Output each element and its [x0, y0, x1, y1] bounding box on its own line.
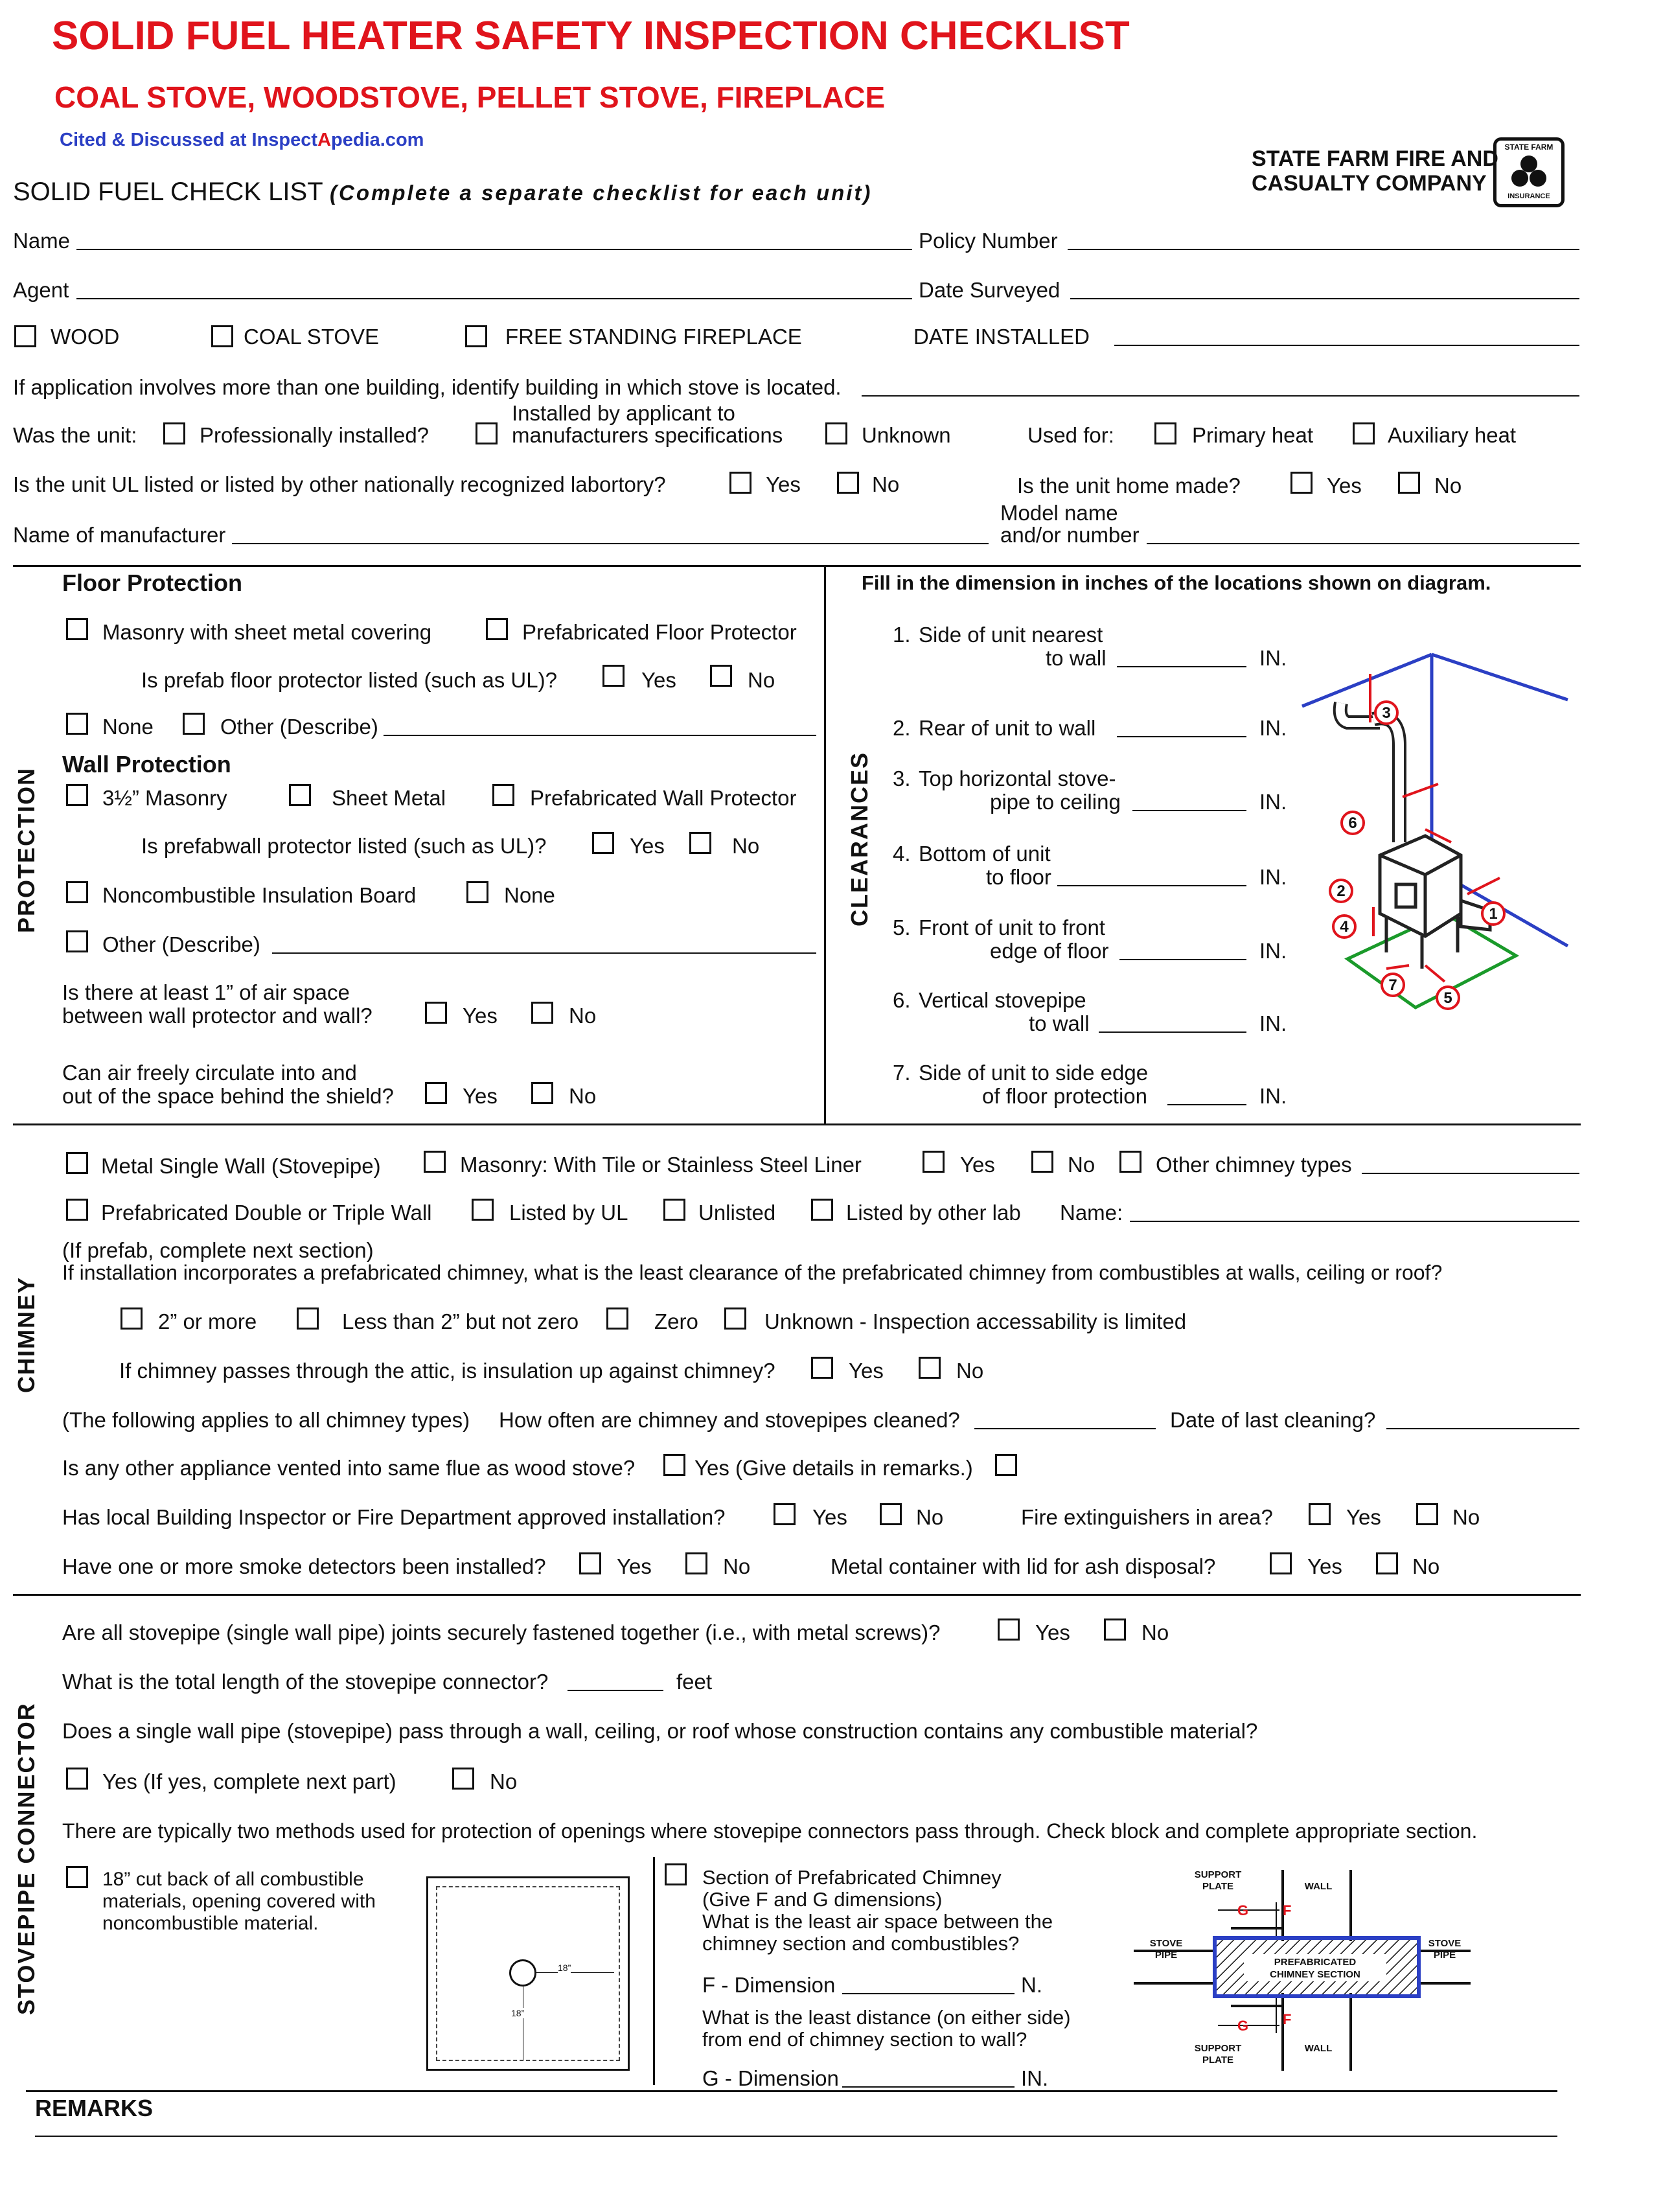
- unlisted-label: Unlisted: [698, 1201, 776, 1225]
- length-field[interactable]: [568, 1690, 663, 1691]
- wall-other-checkbox[interactable]: [66, 930, 88, 952]
- building-question: If application involves more than one building, identify building in which stove is located.: [13, 375, 842, 399]
- clearance-num: 2.: [893, 716, 911, 740]
- clearance-text-1: Front of unit to front: [919, 916, 1105, 939]
- less-than-two-label: Less than 2” but not zero: [342, 1309, 579, 1333]
- applicant-installed-label-1: Installed by applicant to: [512, 401, 735, 425]
- marker-3: 3: [1382, 704, 1391, 722]
- chimney-side-label: CHIMNEY: [13, 1276, 40, 1393]
- prefab-section-label-4: chimney section and combustibles?: [702, 1932, 1020, 1955]
- air-circulate-no-checkbox[interactable]: [531, 1082, 553, 1104]
- zero-label: Zero: [654, 1309, 698, 1333]
- cited-suffix: pedia.com: [331, 130, 424, 150]
- prefab-floor-listed-yes-checkbox[interactable]: [602, 665, 625, 687]
- clearance-num: 5.: [893, 916, 911, 939]
- marker-5: 5: [1443, 989, 1452, 1007]
- inspector-yes-checkbox[interactable]: [774, 1503, 796, 1525]
- diag-support-bottom-1: SUPPORT: [1194, 2043, 1242, 2054]
- applicant-installed-label-2: manufacturers specifications: [512, 423, 783, 447]
- extinguisher-no-checkbox[interactable]: [1416, 1503, 1438, 1525]
- form-title-row: [13, 176, 872, 209]
- joints-question: Are all stovepipe (single wall pipe) joints securely fastened together (i.e., with metal screws)?: [62, 1620, 941, 1644]
- wall-none-label: None: [504, 883, 555, 907]
- last-cleaning-label: Date of last cleaning?: [1170, 1408, 1376, 1432]
- date-installed-field[interactable]: [1114, 345, 1579, 346]
- f-dimension-field[interactable]: [842, 1993, 1015, 1994]
- air-space-question-1: Is there at least 1” of air space: [62, 980, 350, 1004]
- prefab-floor-listed-question: Is prefab floor protector listed (such as UL)?: [141, 668, 557, 692]
- wall-other-label: Other (Describe): [102, 932, 260, 956]
- clearance-unit: IN.: [1259, 939, 1287, 963]
- ul-listed-yes-label: Yes: [766, 472, 801, 496]
- ul-listed-no-checkbox[interactable]: [837, 472, 859, 494]
- prefab-floor-listed-no-label: No: [748, 668, 775, 692]
- floor-protection-title: Floor Protection: [62, 570, 242, 596]
- date-surveyed-field[interactable]: [1070, 298, 1579, 299]
- air-circulate-question-2: out of the space behind the shield?: [62, 1084, 394, 1108]
- ash-container-yes-checkbox[interactable]: [1270, 1552, 1292, 1574]
- cutback-checkbox[interactable]: [66, 1866, 88, 1888]
- prefab-section-label-1: Section of Prefabricated Chimney: [702, 1866, 1002, 1889]
- zero-checkbox[interactable]: [606, 1308, 628, 1330]
- home-made-no-checkbox[interactable]: [1398, 472, 1420, 494]
- smoke-detector-no-checkbox[interactable]: [685, 1552, 707, 1574]
- manufacturer-label: Name of manufacturer: [13, 523, 226, 547]
- wall-none-checkbox[interactable]: [466, 881, 488, 903]
- metal-single-wall-label: Metal Single Wall (Stovepipe): [101, 1154, 381, 1178]
- clearance-num: 6.: [893, 988, 911, 1012]
- auxiliary-heat-checkbox[interactable]: [1353, 422, 1375, 444]
- ash-container-yes-label: Yes: [1307, 1554, 1342, 1578]
- clearance-unit: IN.: [1259, 1084, 1287, 1108]
- joints-yes-label: Yes: [1035, 1620, 1070, 1644]
- clearance-text-1: Side of unit to side edge: [919, 1061, 1149, 1085]
- cutback-label-2: materials, opening covered with: [102, 1891, 376, 1912]
- clearance-field[interactable]: [1117, 666, 1246, 667]
- diag-pipe-right: PIPE: [1433, 1950, 1456, 1961]
- extinguisher-yes-checkbox[interactable]: [1309, 1503, 1331, 1525]
- divider-remarks: [26, 2090, 1557, 2092]
- masonry-tile-label: Masonry: With Tile or Stainless Steel Liner: [460, 1153, 862, 1177]
- air-circulate-yes-checkbox[interactable]: [425, 1082, 447, 1104]
- policy-number-field[interactable]: [1068, 249, 1579, 250]
- two-or-more-checkbox[interactable]: [120, 1308, 143, 1330]
- page-subtitle: COAL STOVE, WOODSTOVE, PELLET STOVE, FIREPLACE: [54, 80, 886, 114]
- applies-all-note: (The following applies to all chimney types): [62, 1408, 470, 1432]
- clearance-text-1: Rear of unit to wall: [919, 716, 1096, 740]
- primary-heat-checkbox[interactable]: [1154, 422, 1176, 444]
- other-appliance-no-checkbox[interactable]: [995, 1454, 1017, 1476]
- home-made-no-label: No: [1434, 474, 1462, 498]
- wall-other-field[interactable]: [272, 952, 816, 954]
- connector-side-label: STOVEPIPE CONNECTOR: [13, 1702, 40, 2015]
- masonry-35-checkbox[interactable]: [66, 784, 88, 806]
- prefab-section-label-3: What is the least air space between the: [702, 1910, 1053, 1933]
- pass-through-no-checkbox[interactable]: [452, 1768, 474, 1790]
- clearance-field[interactable]: [1099, 1031, 1246, 1033]
- listed-ul-label: Listed by UL: [509, 1201, 628, 1225]
- remarks-label: REMARKS: [35, 2095, 154, 2121]
- name-field[interactable]: [76, 249, 912, 250]
- ul-listed-yes-checkbox[interactable]: [729, 472, 751, 494]
- clearance-text-1: Bottom of unit: [919, 842, 1051, 866]
- diag-f-bottom: F: [1283, 2011, 1292, 2027]
- clearance-unit: IN.: [1259, 865, 1287, 889]
- coal-stove-label: COAL STOVE: [244, 325, 380, 349]
- divider-vertical: [824, 565, 826, 1123]
- diag-stove-right-1: STOVE: [1428, 1938, 1462, 1949]
- state-farm-logo: [1493, 137, 1565, 207]
- auxiliary-heat-label: Auxiliary heat: [1388, 423, 1517, 447]
- prefab-floor-listed-yes-label: Yes: [641, 668, 676, 692]
- company-line-2: CASUALTY COMPANY: [1252, 171, 1487, 196]
- marker-2: 2: [1336, 882, 1346, 900]
- air-space-no-checkbox[interactable]: [531, 1002, 553, 1024]
- model-name-field[interactable]: [1147, 543, 1579, 544]
- professionally-installed-label: Professionally installed?: [200, 423, 430, 447]
- length-question: What is the total length of the stovepipe connector?: [62, 1670, 549, 1694]
- g-dimension-unit: IN.: [1021, 2066, 1049, 2090]
- prefab-clearance-question: If installation incorporates a prefabricated chimney, what is the least clearance of the prefabricated chimney from combustibles at walls, ceiling or roof?: [62, 1261, 1443, 1284]
- prefab-wall-label: Prefabricated Wall Protector: [530, 786, 797, 810]
- prefab-wall-listed-yes-label: Yes: [630, 834, 665, 858]
- clearance-num: 3.: [893, 766, 911, 790]
- air-space-yes-label: Yes: [463, 1004, 498, 1028]
- clearance-num: 7.: [893, 1061, 911, 1085]
- remarks-field[interactable]: [35, 2136, 1557, 2137]
- air-circulate-question-1: Can air freely circulate into and: [62, 1061, 357, 1085]
- prefab-wall-listed-no-checkbox[interactable]: [689, 832, 711, 854]
- diag-f-top: F: [1283, 1902, 1292, 1918]
- how-often-field[interactable]: [974, 1428, 1156, 1429]
- clearance-field[interactable]: [1132, 810, 1246, 811]
- floor-other-field[interactable]: [384, 735, 816, 736]
- floor-other-label: Other (Describe): [220, 715, 378, 739]
- clearance-unit: IN.: [1259, 1011, 1287, 1035]
- inspector-question: Has local Building Inspector or Fire Department approved installation?: [62, 1505, 726, 1529]
- clearance-text-1: Vertical stovepipe: [919, 988, 1086, 1012]
- joints-no-checkbox[interactable]: [1104, 1619, 1126, 1641]
- other-chimney-types-field[interactable]: [1362, 1173, 1579, 1174]
- marker-4: 4: [1340, 918, 1349, 936]
- prefab-floor-label: Prefabricated Floor Protector: [522, 620, 797, 644]
- wall-protection-title: Wall Protection: [62, 751, 231, 778]
- clearance-num: 1.: [893, 623, 911, 647]
- date-surveyed-label: Date Surveyed: [919, 278, 1061, 302]
- prefab-double-label: Prefabricated Double or Triple Wall: [101, 1201, 432, 1225]
- sheet-metal-label: Sheet Metal: [332, 786, 446, 810]
- attic-yes-checkbox[interactable]: [811, 1357, 833, 1379]
- clearance-text-1: Top horizontal stove-: [919, 766, 1116, 790]
- length-unit: feet: [676, 1670, 713, 1694]
- if-prefab-note: (If prefab, complete next section): [62, 1238, 374, 1262]
- clearance-unit: IN.: [1259, 646, 1287, 670]
- home-made-yes-label: Yes: [1327, 474, 1362, 498]
- masonry-sheet-checkbox[interactable]: [66, 618, 88, 640]
- attic-no-checkbox[interactable]: [919, 1357, 941, 1379]
- less-than-two-checkbox[interactable]: [297, 1308, 319, 1330]
- cutback-label-1: 18” cut back of all combustible: [102, 1869, 364, 1890]
- dimension-18-vertical: 18”: [511, 2008, 525, 2018]
- ash-container-no-checkbox[interactable]: [1376, 1552, 1398, 1574]
- prefab-wall-listed-no-label: No: [732, 834, 760, 858]
- masonry-sheet-label: Masonry with sheet metal covering: [102, 620, 432, 644]
- building-field[interactable]: [862, 395, 1579, 397]
- prefab-section-label-2: (Give F and G dimensions): [702, 1888, 943, 1911]
- clearance-text-2: to wall: [1029, 1011, 1090, 1035]
- model-name-label-2: and/or number: [1000, 523, 1140, 547]
- lab-name-field[interactable]: [1130, 1221, 1579, 1222]
- cited-prefix: Cited & Discussed at Inspect: [60, 130, 318, 150]
- diag-pipe-left: PIPE: [1154, 1950, 1178, 1961]
- form-note: (Complete a separate checklist for each unit): [330, 181, 873, 205]
- prefab-section-checkbox[interactable]: [665, 1863, 687, 1885]
- extinguisher-question: Fire extinguishers in area?: [1021, 1505, 1273, 1529]
- masonry-yes-checkbox[interactable]: [923, 1151, 945, 1173]
- other-appliance-question: Is any other appliance vented into same flue as wood stove?: [62, 1456, 636, 1480]
- divider-top: [13, 565, 1581, 567]
- extinguisher-no-label: No: [1452, 1505, 1480, 1529]
- how-often-question: How often are chimney and stovepipes cleaned?: [499, 1408, 960, 1432]
- ul-listed-question: Is the unit UL listed or listed by other nationally recognized labortory?: [13, 472, 666, 496]
- manufacturer-field[interactable]: [232, 543, 989, 544]
- date-installed-label: DATE INSTALLED: [913, 325, 1090, 349]
- diag-support-top-1: SUPPORT: [1194, 1869, 1242, 1880]
- floor-other-checkbox[interactable]: [183, 713, 205, 735]
- air-circulate-yes-label: Yes: [463, 1084, 498, 1108]
- other-appliance-yes-checkbox[interactable]: [663, 1454, 685, 1476]
- dimension-line-horizontal: [536, 1972, 614, 1973]
- listed-ul-checkbox[interactable]: [472, 1199, 494, 1221]
- prefab-chimney-diagram: [1134, 1863, 1471, 2077]
- f-dimension-label: F - Dimension: [702, 1973, 836, 1997]
- extinguisher-yes-label: Yes: [1346, 1505, 1381, 1529]
- clearance-text-2: edge of floor: [990, 939, 1109, 963]
- pipe-circle-icon: [509, 1959, 536, 1987]
- divider-connector-vertical: [653, 1857, 655, 2085]
- wood-checkbox[interactable]: [14, 325, 36, 347]
- f-dimension-unit: N.: [1021, 1973, 1042, 1997]
- free-standing-fireplace-label: FREE STANDING FIREPLACE: [505, 325, 802, 349]
- clearance-field[interactable]: [1117, 736, 1246, 737]
- clearance-text-2: to wall: [1046, 646, 1106, 670]
- marker-7: 7: [1388, 976, 1397, 994]
- logo-top-text: STATE FARM: [1504, 143, 1554, 152]
- unknown-install-label: Unknown: [862, 423, 951, 447]
- wood-label: WOOD: [51, 325, 120, 349]
- used-for-label: Used for:: [1027, 423, 1114, 447]
- diag-prefab-text-2: CHIMNEY SECTION: [1270, 1969, 1360, 1980]
- applicant-installed-checkbox[interactable]: [476, 422, 498, 444]
- floor-none-checkbox[interactable]: [66, 713, 88, 735]
- listed-other-lab-checkbox[interactable]: [811, 1199, 833, 1221]
- pass-through-yes-checkbox[interactable]: [66, 1768, 88, 1790]
- prefab-wall-listed-yes-checkbox[interactable]: [592, 832, 614, 854]
- methods-text: There are typically two methods used for protection of openings where stovepipe connectors pass through. Check block and complete appropriate section.: [62, 1819, 1478, 1843]
- diag-g-top: G: [1237, 1902, 1249, 1918]
- sheet-metal-checkbox[interactable]: [289, 784, 311, 806]
- prefab-floor-checkbox[interactable]: [486, 618, 508, 640]
- clearance-field[interactable]: [1057, 885, 1246, 886]
- inspector-no-label: No: [916, 1505, 944, 1529]
- stove-clearance-diagram: [1296, 641, 1574, 1056]
- primary-heat-label: Primary heat: [1192, 423, 1314, 447]
- three-ovals-icon: [1509, 154, 1548, 190]
- joints-no-label: No: [1141, 1620, 1169, 1644]
- masonry-tile-checkbox[interactable]: [424, 1151, 446, 1173]
- divider-connector: [13, 1594, 1581, 1596]
- clearance-text-2: pipe to ceiling: [990, 790, 1121, 814]
- noncombustible-board-label: Noncombustible Insulation Board: [102, 883, 417, 907]
- g-dimension-field[interactable]: [842, 2086, 1015, 2088]
- unknown-install-checkbox[interactable]: [825, 422, 847, 444]
- was-unit-label: Was the unit:: [13, 423, 137, 447]
- diag-wall-bottom: WALL: [1304, 2043, 1333, 2054]
- model-name-label-1: Model name: [1000, 501, 1118, 525]
- logo-bottom-text: INSURANCE: [1508, 192, 1550, 200]
- page-title: SOLID FUEL HEATER SAFETY INSPECTION CHECKLIST: [52, 14, 1130, 58]
- unlisted-checkbox[interactable]: [663, 1199, 685, 1221]
- metal-single-wall-checkbox[interactable]: [66, 1152, 88, 1174]
- noncombustible-board-checkbox[interactable]: [66, 881, 88, 903]
- cutback-diagram: [426, 1876, 630, 2071]
- g-question-2: from end of chimney section to wall?: [702, 2028, 1027, 2051]
- prefab-wall-checkbox[interactable]: [492, 784, 514, 806]
- unknown-limited-checkbox[interactable]: [724, 1308, 746, 1330]
- smoke-detector-no-label: No: [723, 1554, 751, 1578]
- clearance-text-2: to floor: [986, 865, 1051, 889]
- name-label: Name: [13, 229, 71, 253]
- cutback-label-3: noncombustible material.: [102, 1913, 319, 1934]
- stove-body: [1340, 703, 1490, 969]
- dimension-18-horizontal: 18”: [558, 1963, 571, 1973]
- air-space-yes-checkbox[interactable]: [425, 1002, 447, 1024]
- unknown-limited-label: Unknown - Inspection accessability is limited: [764, 1309, 1187, 1333]
- cited-mid: A: [317, 130, 332, 150]
- home-made-question: Is the unit home made?: [1017, 474, 1241, 498]
- masonry-no-checkbox[interactable]: [1031, 1151, 1053, 1173]
- prefab-floor-listed-no-checkbox[interactable]: [710, 665, 732, 687]
- home-made-yes-checkbox[interactable]: [1290, 472, 1313, 494]
- clearance-unit: IN.: [1259, 716, 1287, 740]
- other-chimney-types-label: Other chimney types: [1156, 1153, 1352, 1177]
- diag-prefab-text-1: PREFABRICATED: [1274, 1957, 1357, 1968]
- clearances-intro: Fill in the dimension in inches of the locations shown on diagram.: [862, 571, 1491, 594]
- pass-through-yes-label: Yes (If yes, complete next part): [102, 1769, 396, 1793]
- company-line-1: STATE FARM FIRE AND: [1252, 146, 1498, 171]
- diag-g-bottom: G: [1237, 2018, 1249, 2034]
- attic-yes-label: Yes: [849, 1359, 884, 1383]
- agent-field[interactable]: [76, 298, 912, 299]
- masonry-35-label: 3½” Masonry: [102, 786, 227, 810]
- clearance-field[interactable]: [1119, 959, 1246, 960]
- pass-through-no-label: No: [490, 1769, 518, 1793]
- attic-question: If chimney passes through the attic, is insulation up against chimney?: [119, 1359, 775, 1383]
- protection-side-label: PROTECTION: [13, 766, 40, 933]
- clearance-field[interactable]: [1167, 1104, 1246, 1105]
- clearance-unit: IN.: [1259, 790, 1287, 814]
- marker-6: 6: [1348, 814, 1357, 832]
- air-space-question-2: between wall protector and wall?: [62, 1004, 373, 1028]
- marker-1: 1: [1489, 905, 1498, 923]
- prefab-wall-listed-question: Is prefabwall protector listed (such as UL)?: [141, 834, 547, 858]
- diag-wall-top: WALL: [1304, 1881, 1333, 1892]
- ash-container-question: Metal container with lid for ash disposal?: [831, 1554, 1216, 1578]
- masonry-no-label: No: [1068, 1153, 1095, 1177]
- other-chimney-types-checkbox[interactable]: [1119, 1151, 1141, 1173]
- joints-yes-checkbox[interactable]: [998, 1619, 1020, 1641]
- ul-listed-no-label: No: [872, 472, 900, 496]
- last-cleaning-field[interactable]: [1386, 1428, 1579, 1429]
- clearance-num: 4.: [893, 842, 911, 866]
- smoke-detector-question: Have one or more smoke detectors been installed?: [62, 1554, 546, 1578]
- professionally-installed-checkbox[interactable]: [163, 422, 185, 444]
- air-circulate-no-label: No: [569, 1084, 597, 1108]
- source-citation[interactable]: [60, 127, 424, 153]
- two-or-more-label: 2” or more: [158, 1309, 257, 1333]
- g-question-1: What is the least distance (on either side): [702, 2006, 1071, 2029]
- free-standing-fireplace-checkbox[interactable]: [465, 325, 487, 347]
- agent-label: Agent: [13, 278, 69, 302]
- policy-number-label: Policy Number: [919, 229, 1058, 253]
- masonry-yes-label: Yes: [960, 1153, 995, 1177]
- clearances-side-label: CLEARANCES: [846, 751, 873, 927]
- smoke-detector-yes-label: Yes: [617, 1554, 652, 1578]
- diag-stove-left-1: STOVE: [1149, 1938, 1183, 1949]
- listed-other-lab-label: Listed by other lab: [846, 1201, 1021, 1225]
- other-appliance-yes-label: Yes (Give details in remarks.): [694, 1456, 973, 1480]
- floor-none-label: None: [102, 715, 154, 739]
- attic-no-label: No: [956, 1359, 984, 1383]
- g-dimension-label: G - Dimension: [702, 2066, 839, 2090]
- prefab-double-checkbox[interactable]: [66, 1199, 88, 1221]
- ash-container-no-label: No: [1412, 1554, 1440, 1578]
- diag-support-bottom-2: PLATE: [1202, 2055, 1234, 2066]
- lab-name-label: Name:: [1060, 1201, 1123, 1225]
- coal-stove-checkbox[interactable]: [211, 325, 233, 347]
- diag-support-top-2: PLATE: [1202, 1881, 1234, 1892]
- clearance-text-2: of floor protection: [982, 1084, 1147, 1108]
- inspector-no-checkbox[interactable]: [880, 1503, 902, 1525]
- divider-chimney: [13, 1123, 1581, 1125]
- air-space-no-label: No: [569, 1004, 597, 1028]
- clearance-text-1: Side of unit nearest: [919, 623, 1103, 647]
- form-title: SOLID FUEL CHECK LIST: [13, 178, 323, 206]
- pass-through-question: Does a single wall pipe (stovepipe) pass through a wall, ceiling, or roof whose construction contains any combustible material?: [62, 1719, 1258, 1743]
- inspector-yes-label: Yes: [812, 1505, 847, 1529]
- smoke-detector-yes-checkbox[interactable]: [579, 1552, 601, 1574]
